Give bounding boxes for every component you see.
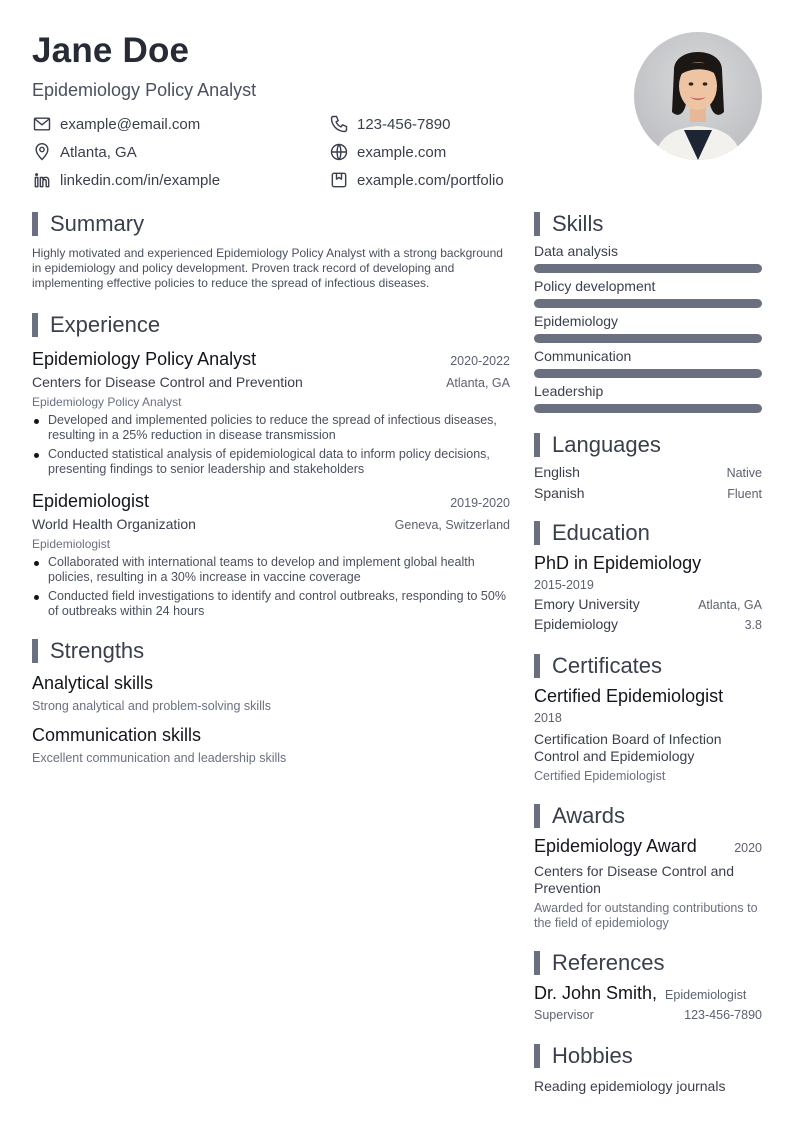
reference-name-row — [534, 983, 762, 1004]
section-accent-bar — [534, 951, 540, 975]
section-accent-bar — [32, 313, 38, 337]
award-desc: Awarded for outstanding contributions to the field of epidemiology — [534, 901, 758, 930]
reference-relation: Supervisor — [534, 1008, 594, 1022]
reference-detail-row — [534, 1008, 762, 1022]
resume-header — [32, 30, 592, 196]
job-entry — [32, 349, 510, 477]
awards-heading — [534, 802, 762, 830]
hobbies-heading — [534, 1042, 762, 1070]
contact-portfolio-text: example.com/portfolio — [357, 171, 504, 189]
education-date: 2015-2019 — [534, 578, 594, 592]
strengths-heading — [32, 637, 510, 665]
job-bullet: Conducted statistical analysis of epidemiological data to inform policy decisions, presenting findings to senior leadership and stakeholders — [32, 447, 510, 477]
experience-heading — [32, 311, 510, 339]
certificate-issuer: Certification Board of Infection Control and Epidemiology — [534, 731, 722, 764]
job-title: Epidemiology Policy Analyst — [32, 349, 257, 369]
side-column — [534, 210, 762, 1094]
profile-photo — [634, 32, 762, 160]
job-bullet: Conducted field investigations to identify and control outbreaks, responding to 50% of outbreaks within 24 hours — [32, 589, 510, 619]
education-title: Education — [552, 520, 650, 545]
contact-email[interactable] — [32, 114, 200, 134]
references-heading — [534, 949, 762, 977]
certificates-heading — [534, 652, 762, 680]
skill-level-bar — [534, 404, 762, 413]
summary-title: Summary — [50, 211, 145, 236]
contact-phone[interactable] — [329, 114, 450, 134]
contact-email-text: example@email.com — [60, 115, 201, 133]
strength-title: Analytical skills — [32, 673, 154, 693]
job-date: 2020-2022 — [450, 354, 510, 368]
mail-icon — [32, 114, 52, 134]
job-role: Epidemiologist — [32, 537, 111, 551]
job-entry — [32, 491, 510, 619]
skills-list — [534, 243, 762, 413]
skill-name: Leadership — [534, 383, 604, 399]
references-title: References — [552, 950, 665, 975]
job-organization: Centers for Disease Control and Prevention — [32, 374, 303, 390]
job-bullet: Collaborated with international teams to develop and implement global health policies, resulting in a 30% increase in vaccine coverage — [32, 555, 510, 585]
section-accent-bar — [534, 654, 540, 678]
certificate-title: Certified Epidemiologist — [534, 686, 724, 706]
contact-phone-text: 123-456-7890 — [357, 115, 451, 133]
education-field: Epidemiology — [534, 616, 619, 632]
certificate-year: 2018 — [534, 711, 562, 725]
strength-desc: Excellent communication and leadership skills — [32, 751, 287, 765]
hobby-item: Reading epidemiology journals — [534, 1078, 726, 1094]
languages-title: Languages — [552, 432, 661, 457]
candidate-name: Jane Doe — [32, 31, 190, 70]
phone-icon — [329, 114, 349, 134]
location-icon — [32, 142, 52, 162]
job-title: Epidemiologist — [32, 491, 150, 511]
skill-name: Epidemiology — [534, 313, 619, 329]
skill-level-bar — [534, 299, 762, 308]
contact-linkedin-text: linkedin.com/in/example — [60, 171, 221, 189]
strength-desc: Strong analytical and problem-solving skills — [32, 699, 272, 713]
contact-website[interactable] — [329, 142, 446, 162]
award-title: Epidemiology Award — [534, 836, 697, 856]
contact-website-text: example.com — [357, 143, 447, 161]
education-field-row — [534, 616, 762, 632]
strength-item — [32, 725, 510, 765]
education-school-row — [534, 596, 762, 612]
linkedin-icon — [32, 170, 52, 190]
reference-phone: 123-456-7890 — [684, 1008, 762, 1022]
skill-name: Data analysis — [534, 243, 619, 259]
language-item — [534, 485, 762, 501]
section-accent-bar — [32, 639, 38, 663]
education-heading — [534, 519, 762, 547]
education-school: Emory University — [534, 596, 640, 612]
language-name: Spanish — [534, 485, 585, 501]
globe-icon — [329, 142, 349, 162]
job-role: Epidemiology Policy Analyst — [32, 395, 182, 409]
strengths-title: Strengths — [50, 638, 145, 663]
contact-linkedin[interactable] — [32, 170, 220, 190]
section-accent-bar — [534, 433, 540, 457]
reference-name: Dr. John Smith, — [534, 983, 658, 1003]
award-issuer: Centers for Disease Control and Prevention — [534, 863, 734, 896]
reference-role: Epidemiologist — [665, 988, 747, 1002]
languages-list — [534, 464, 762, 501]
skills-heading — [534, 210, 762, 238]
main-column — [32, 210, 510, 765]
job-bullets — [32, 555, 510, 619]
strength-item — [32, 673, 510, 713]
language-level: Fluent — [727, 487, 762, 501]
contact-list — [32, 112, 592, 196]
skill-level-bar — [534, 369, 762, 378]
skill-level-bar — [534, 264, 762, 273]
contact-location-text: Atlanta, GA — [60, 143, 137, 161]
education-degree: PhD in Epidemiology — [534, 553, 702, 573]
contact-location — [32, 142, 137, 162]
job-date: 2019-2020 — [450, 496, 510, 510]
language-item — [534, 464, 762, 480]
section-accent-bar — [534, 804, 540, 828]
certificate-desc: Certified Epidemiologist — [534, 769, 666, 783]
job-bullet: Developed and implemented policies to reduce the spread of infectious diseases, resulting in a 25% reduction in disease transmission — [32, 413, 510, 443]
section-accent-bar — [32, 212, 38, 236]
summary-heading — [32, 210, 510, 238]
skills-title: Skills — [552, 211, 604, 236]
job-organization: World Health Organization — [32, 516, 196, 532]
award-year: 2020 — [734, 841, 762, 855]
skill-name: Communication — [534, 348, 632, 364]
certificates-title: Certificates — [552, 653, 663, 678]
hobbies-title: Hobbies — [552, 1043, 633, 1068]
portrait-image — [634, 32, 762, 160]
education-location: Atlanta, GA — [698, 598, 762, 612]
section-accent-bar — [534, 212, 540, 236]
contact-portfolio[interactable] — [329, 170, 504, 190]
education-gpa: 3.8 — [744, 618, 762, 632]
experience-title: Experience — [50, 312, 161, 337]
language-name: English — [534, 464, 580, 480]
languages-heading — [534, 431, 762, 459]
job-location: Atlanta, GA — [446, 376, 510, 390]
section-accent-bar — [534, 521, 540, 545]
candidate-title: Epidemiology Policy Analyst — [32, 80, 257, 100]
strength-title: Communication skills — [32, 725, 202, 745]
awards-title: Awards — [552, 803, 625, 828]
portfolio-icon — [329, 170, 349, 190]
award-title-row — [534, 836, 762, 857]
job-location: Geneva, Switzerland — [394, 518, 510, 532]
job-bullets — [32, 413, 510, 477]
skill-level-bar — [534, 334, 762, 343]
summary-text: Highly motivated and experienced Epidemiology Policy Analyst with a strong background in epidemiology and policy development. Proven track record of developing and implementing effective policies to reduce the spread of infectious diseases. — [32, 246, 503, 290]
skill-name: Policy development — [534, 278, 656, 294]
language-level: Native — [726, 466, 762, 480]
section-accent-bar — [534, 1044, 540, 1068]
